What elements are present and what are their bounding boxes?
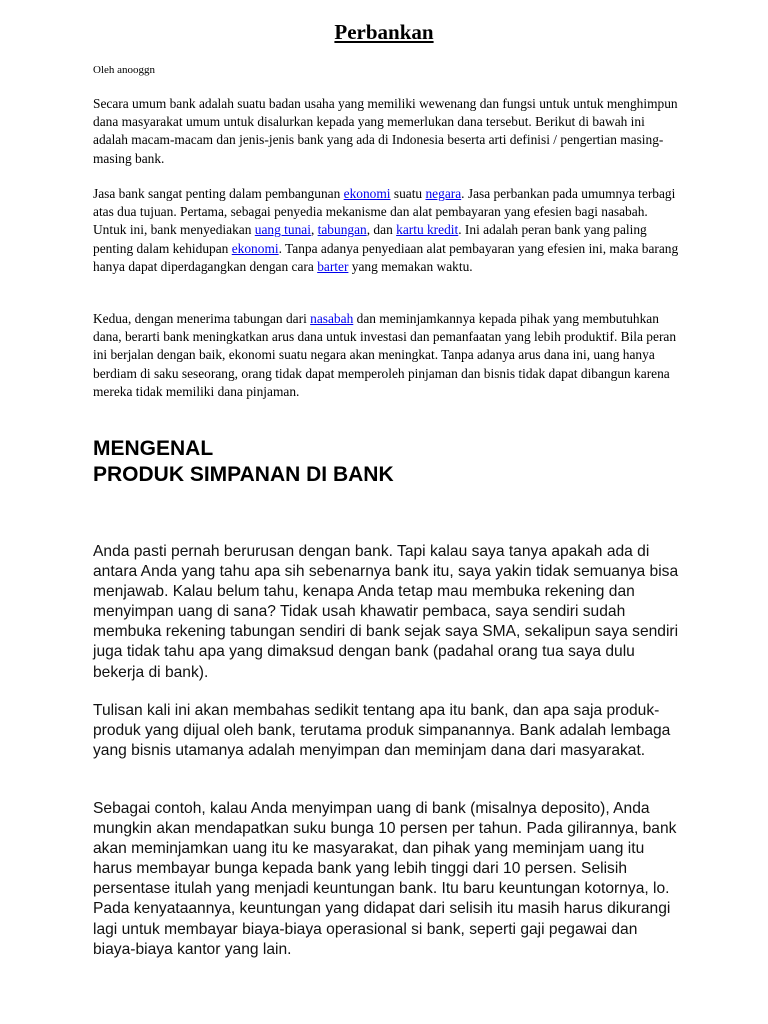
text-run: Jasa bank sangat penting dalam pembangunan	[93, 186, 344, 201]
paragraph-anda-pasti: Anda pasti pernah berurusan dengan bank. Tapi kalau saya tanya apakah ada di antara Anda yang tahu apa sih sebenarnya bank itu, saya yakin tidak semuanya bisa menjawab. Kalau belum tahu, kenapa Anda tetap mau membuka rekening dan menyimpan uang di sana? Tidak usah khawatir pembaca, saya sendiri sudah membuka rekening tabungan sendiri di bank sejak saya SMA, sekalipun saya sendiri juga tidak tahu apa yang dimaksud dengan bank (padahal orang tua saya dulu bekerja di bank).	[93, 543, 679, 681]
link-barter[interactable]: barter	[317, 258, 349, 274]
text-run: . Tanpa adanya penyediaan alat pembayaran yang efesien ini, maka barang hanya dapat diperdagangkan dengan cara	[93, 240, 679, 274]
text-run: . Jasa perbankan pada umumnya terbagi atas dua tujuan. Pertama, sebagai penyedia mekanisme dan alat pembayaran yang efesien bagi nasabah. Untuk ini, bank menyediakan	[93, 186, 676, 238]
text-run: yang memakan waktu.	[348, 258, 473, 274]
link-negara[interactable]: negara	[425, 186, 462, 201]
author-line: Oleh anooggn	[93, 64, 156, 76]
text-run: ,	[310, 222, 318, 238]
section-heading	[93, 436, 693, 488]
page-title: Perbankan	[334, 20, 434, 44]
paragraph-jasa-bank	[93, 185, 683, 276]
paragraph-intro: Secara umum bank adalah suatu badan usaha yang memiliki wewenang dan fungsi untuk untuk menghimpun dana masyarakat umum untuk disalurkan kepada yang memerlukan dana tersebut. Berikut di bawah ini adalah macam-macam dan jenis-jenis bank yang ada di Indonesia beserta arti definisi / pengertian masing-masing bank.	[93, 96, 678, 166]
text-run: Kedua, dengan menerima tabungan dari	[93, 311, 311, 326]
text-run: . Ini adalah peran bank yang paling penting dalam kehidupan	[93, 222, 647, 256]
link-ekonomi[interactable]: ekonomi	[343, 186, 391, 201]
link-ekonomi-2[interactable]: ekonomi	[231, 240, 279, 256]
section-heading-line-1: MENGENAL	[93, 437, 214, 460]
section-heading-line-2: PRODUK SIMPANAN DI BANK	[93, 463, 394, 486]
link-tabungan[interactable]: tabungan	[317, 222, 367, 238]
paragraph-tulisan: Tulisan kali ini akan membahas sedikit tentang apa itu bank, dan apa saja produk-produk yang dijual oleh bank, terutama produk simpanannya. Bank adalah lembaga yang bisnis utamanya adalah menyimpan dan meminjam dana dari masyarakat.	[93, 702, 671, 760]
text-run: dan meminjamkannya kepada pihak yang membutuhkan dana, berarti bank meningkatkan arus dana untuk investasi dan pemanfaatan yang lebih produktif. Bila peran ini berjalan dengan baik, ekonomi suatu negara akan meningkat. Tanpa adanya arus dana ini, uang hanya berdiam di saku seseorang, orang tidak dapat memperoleh pinjaman dan bisnis tidak dapat dibangun karena mereka tidak memiliki dana pinjaman.	[93, 311, 677, 399]
link-uang-tunai[interactable]: uang tunai	[254, 222, 311, 238]
link-kartu-kredit[interactable]: kartu kredit	[396, 222, 459, 238]
paragraph-kedua	[93, 310, 683, 401]
link-nasabah[interactable]: nasabah	[310, 311, 354, 326]
text-run: , dan	[366, 222, 397, 238]
paragraph-contoh: Sebagai contoh, kalau Anda menyimpan uang di bank (misalnya deposito), Anda mungkin akan mendapatkan suku bunga 10 persen per tahun. Pada gilirannya, bank akan meminjamkan uang itu ke masyarakat, dan pihak yang meminjam uang itu harus membayar bunga kepada bank yang lebih tinggi dari 10 persen. Selisih persentase itulah yang menjadi keuntungan bank. Itu baru keuntungan kotornya, lo. Pada kenyataannya, keuntungan yang didapat dari selisih itu masih harus dikurangi lagi untuk membayar biaya-biaya operasional si bank, seperti gaji pegawai dan biaya-biaya kantor yang lain.	[93, 800, 677, 958]
text-run: suatu	[390, 186, 426, 201]
